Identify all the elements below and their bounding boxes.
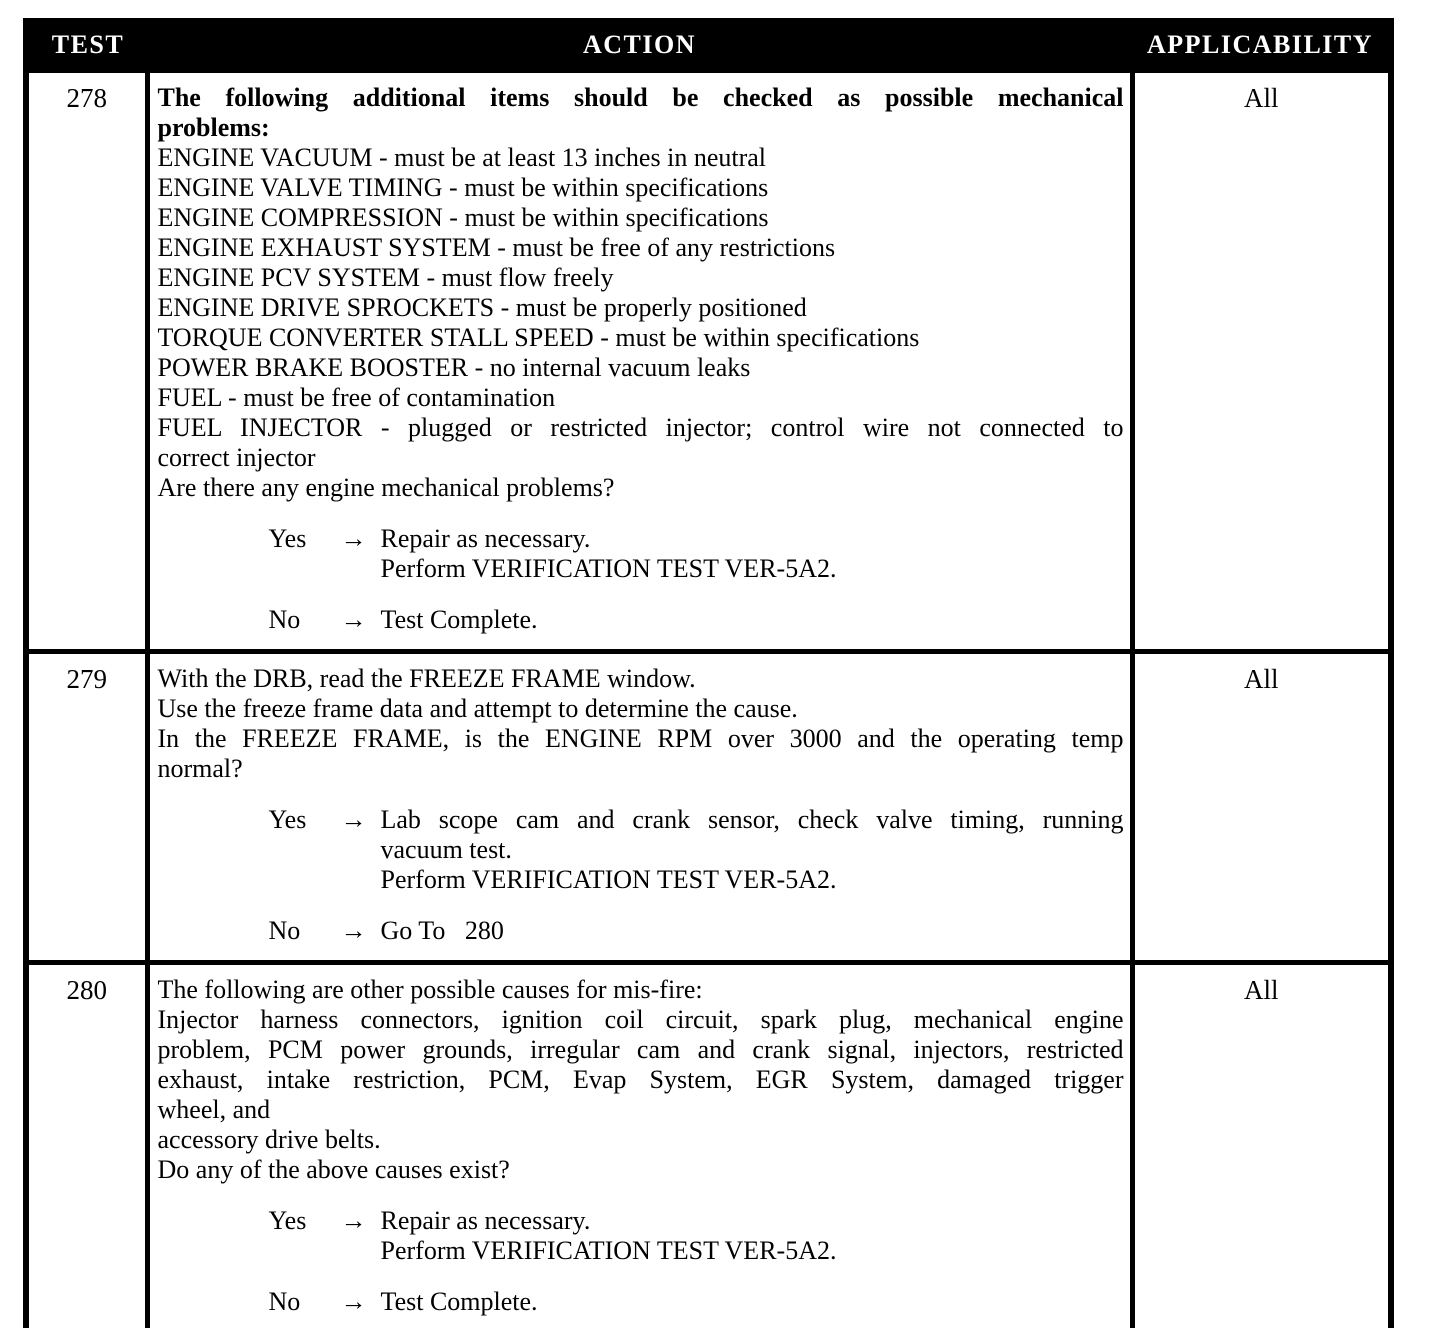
action-line: problem, PCM power grounds, irregular cam and crank signal, injectors, restricted — [157, 1035, 1124, 1064]
branch-line: Test Complete. — [380, 605, 538, 634]
branch-no — [158, 1287, 1124, 1317]
table-row — [26, 652, 1391, 963]
action-line: The following additional items should be checked as possible mechanical — [157, 83, 1124, 112]
action-line: ENGINE PCV SYSTEM - must flow freely — [157, 263, 614, 292]
action-line: FUEL - must be free of contamination — [157, 383, 556, 412]
branch-text — [381, 524, 1124, 584]
branch-yes — [158, 805, 1124, 895]
branch-label: No — [268, 916, 301, 945]
action-line: Use the freeze frame data and attempt to determine the cause. — [157, 694, 798, 723]
branch-line: vacuum test. — [380, 835, 512, 864]
arrow-right-icon: → — [340, 605, 367, 634]
action-line: TORQUE CONVERTER STALL SPEED - must be within specifications — [157, 323, 920, 352]
action-cell — [147, 652, 1132, 963]
action-line: exhaust, intake restriction, PCM, Evap System, EGR System, damaged trigger — [157, 1065, 1124, 1094]
branch-label: No — [268, 605, 301, 634]
arrow-right-icon: → — [340, 524, 367, 553]
action-line: With the DRB, read the FREEZE FRAME window. — [157, 664, 696, 693]
branch-line: Perform VERIFICATION TEST VER-5A2. — [380, 865, 837, 894]
action-line: Injector harness connectors, ignition coil circuit, spark plug, mechanical engine — [157, 1005, 1124, 1034]
arrow-right-icon: → — [340, 1206, 367, 1235]
action-line: POWER BRAKE BOOSTER - no internal vacuum leaks — [157, 353, 751, 382]
branch-label: Yes — [268, 524, 307, 553]
action-line: FUEL INJECTOR - plugged or restricted injector; control wire not connected to — [157, 413, 1124, 442]
action-line: accessory drive belts. — [157, 1125, 381, 1154]
action-line: The following are other possible causes for mis-fire: — [157, 975, 703, 1004]
branch-label: No — [268, 1287, 301, 1316]
applicability-cell: All — [1132, 652, 1391, 963]
branch-line: Go To 280 — [380, 916, 504, 945]
branch-text — [381, 805, 1124, 895]
action-line: wheel, and — [157, 1095, 271, 1124]
test-number: 279 — [26, 652, 147, 963]
action-cell — [147, 71, 1132, 652]
branch-text — [381, 1287, 1124, 1317]
action-line: ENGINE EXHAUST SYSTEM - must be free of any restrictions — [157, 233, 836, 262]
branch-line: Test Complete. — [380, 1287, 538, 1316]
branch-yes — [158, 524, 1124, 584]
action-line: In the FREEZE FRAME, is the ENGINE RPM over 3000 and the operating temp — [157, 724, 1124, 753]
action-cell — [147, 963, 1132, 1328]
action-line: correct injector — [157, 443, 316, 472]
branch-no — [158, 605, 1124, 635]
branch-text — [381, 916, 1124, 946]
branch-line: Repair as necessary. — [380, 524, 591, 553]
applicability-cell: All — [1132, 71, 1391, 652]
action-line: Are there any engine mechanical problems? — [157, 473, 615, 502]
table-row — [26, 71, 1391, 652]
branch-text — [381, 605, 1124, 635]
diagnostic-test-table — [23, 18, 1394, 1328]
branch-label: Yes — [268, 805, 307, 834]
branch-line: Perform VERIFICATION TEST VER-5A2. — [380, 554, 837, 583]
arrow-right-icon: → — [340, 805, 367, 834]
action-line: normal? — [157, 754, 243, 783]
applicability-cell: All — [1132, 963, 1391, 1328]
test-number: 278 — [26, 71, 147, 652]
col-header-action: ACTION — [147, 21, 1132, 71]
test-number: 280 — [26, 963, 147, 1328]
col-header-test: TEST — [26, 21, 147, 71]
branch-text — [381, 1206, 1124, 1266]
action-line: problems: — [157, 113, 270, 142]
action-line: ENGINE DRIVE SPROCKETS - must be properly positioned — [157, 293, 807, 322]
branch-line: Perform VERIFICATION TEST VER-5A2. — [380, 1236, 837, 1265]
branch-label: Yes — [268, 1206, 307, 1235]
action-line: ENGINE VACUUM - must be at least 13 inches in neutral — [157, 143, 766, 172]
branch-no — [158, 916, 1124, 946]
action-line: Do any of the above causes exist? — [157, 1155, 510, 1184]
arrow-right-icon: → — [340, 916, 367, 945]
action-line: ENGINE COMPRESSION - must be within specifications — [157, 203, 769, 232]
table-row — [26, 963, 1391, 1328]
branch-line: Lab scope cam and crank sensor, check valve timing, running — [380, 805, 1124, 834]
action-line: ENGINE VALVE TIMING - must be within specifications — [157, 173, 769, 202]
table-header-row — [26, 21, 1391, 71]
arrow-right-icon: → — [340, 1287, 367, 1316]
col-header-applicability: APPLICABILITY — [1132, 21, 1391, 71]
branch-line: Repair as necessary. — [380, 1206, 591, 1235]
branch-yes — [158, 1206, 1124, 1266]
